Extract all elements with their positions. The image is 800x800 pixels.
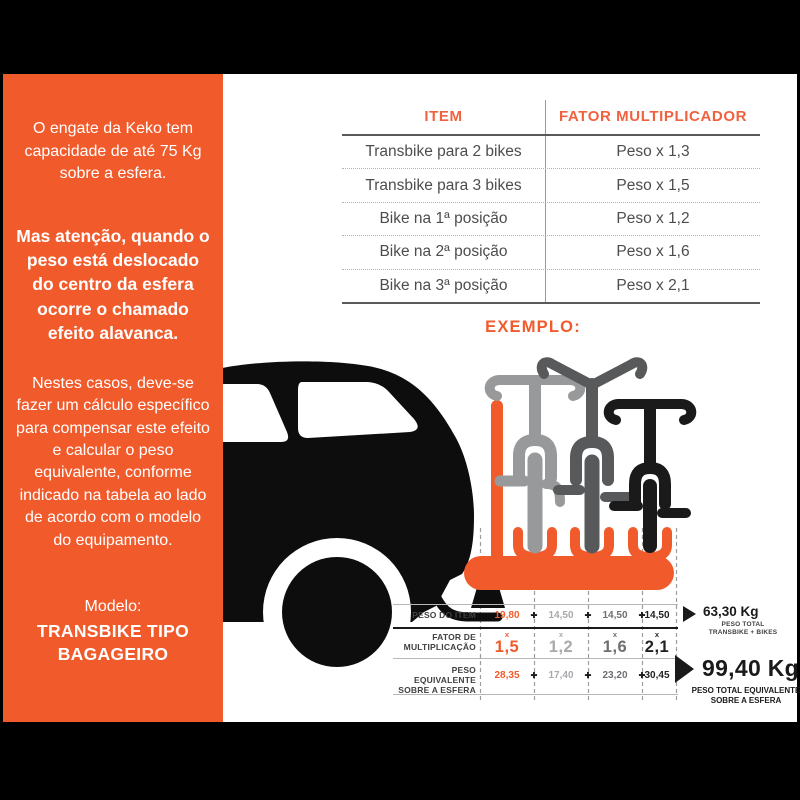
arrow-right-icon — [675, 655, 694, 683]
factor-table-rows — [342, 134, 760, 304]
factor-cell: Peso x 1,3 — [545, 136, 760, 168]
total-equiv-label: PESO TOTAL EQUIVALENTE SOBRE A ESFERA — [691, 686, 800, 705]
item-cell: Bike na 1ª posição — [379, 209, 508, 227]
sidebar-paragraph-calculation: Nestes casos, deve-se fazer um cálculo específico para compensar este efeito e calcular o peso equivalente, conforme indicado na tabela ao lado de acordo com o modelo do equipamento. — [16, 374, 210, 549]
total-peso-value: 63,30 Kg — [703, 604, 759, 619]
sidebar — [3, 74, 223, 722]
header-factor: FATOR MULTIPLICADOR — [545, 100, 760, 134]
model-label: Modelo: — [84, 597, 142, 615]
item-cell: Bike na 3ª posição — [379, 276, 508, 294]
factor-cell: Peso x 1,6 — [545, 236, 760, 268]
factor-cell: Peso x 2,1 — [545, 270, 760, 302]
bike-position-1 — [490, 380, 581, 546]
table-row — [342, 168, 760, 201]
total-equiv-value: 99,40 Kg — [702, 655, 800, 681]
calc-rule-black — [393, 627, 678, 629]
factor-table — [342, 100, 760, 304]
rear-wheel — [282, 557, 392, 667]
factor-stack-bike3: x 2,1 — [644, 630, 670, 656]
example-title: EXEMPLO: — [485, 318, 581, 336]
calc-label-equiv: PESO EQUIVALENTE SOBRE A ESFERA — [398, 665, 476, 695]
plus-icon: ✚ — [584, 671, 592, 680]
equiv-value-bike1: 17,40 — [548, 670, 574, 681]
plus-icon: ✚ — [584, 611, 592, 620]
item-cell: Bike na 2ª posição — [379, 243, 508, 261]
factor-stack-bike2: x 1,6 — [602, 630, 628, 656]
equiv-value-bike2: 23,20 — [602, 670, 628, 681]
sidebar-paragraph-warning: Mas atenção, quando o peso está deslocado do centro da esfera ocorre o chamado efeito alavanca. — [16, 226, 210, 343]
model-name: TRANSBIKE TIPO BAGAGEIRO — [37, 620, 189, 664]
plus-icon: ✚ — [638, 611, 646, 620]
item-cell: Transbike para 2 bikes — [365, 143, 522, 161]
factor-stack-bike1: x 1,2 — [548, 630, 574, 656]
calc-label-fator: FATOR DE MULTIPLICAÇÃO — [403, 632, 476, 652]
factor-cell: Peso x 1,2 — [545, 203, 760, 235]
factor-table-header — [342, 100, 760, 134]
item-cell: Transbike para 3 bikes — [365, 176, 522, 194]
plus-icon: ✚ — [530, 671, 538, 680]
calc-rule-mid — [393, 658, 678, 659]
peso-value-rack: 19,80 — [494, 610, 520, 621]
table-row — [342, 269, 760, 302]
sidebar-paragraph-capacity: O engate da Keko tem capacidade de até 75 Kg sobre a esfera. — [24, 120, 202, 183]
table-row — [342, 235, 760, 268]
peso-value-bike2: 14,50 — [602, 610, 628, 621]
equiv-value-rack: 28,35 — [494, 670, 520, 681]
rack-base — [464, 556, 674, 590]
peso-value-bike3: 14,50 — [644, 610, 670, 621]
total-peso-label: PESO TOTAL TRANSBIKE + BIKES — [708, 621, 778, 636]
plus-icon: ✚ — [530, 611, 538, 620]
equiv-value-bike3: 30,45 — [644, 670, 670, 681]
calc-rule-top — [393, 604, 678, 605]
peso-value-bike1: 14,50 — [548, 610, 574, 621]
factor-cell: Peso x 1,5 — [545, 169, 760, 201]
calc-label-peso: PESO DO ITEM — [412, 610, 476, 620]
bike-position-3 — [609, 404, 692, 546]
arrow-right-icon — [683, 606, 696, 622]
table-row — [342, 136, 760, 168]
plus-icon: ✚ — [638, 671, 646, 680]
header-item: ITEM — [424, 107, 463, 125]
table-row — [342, 202, 760, 235]
factor-stack-rack: x 1,5 — [494, 630, 520, 656]
